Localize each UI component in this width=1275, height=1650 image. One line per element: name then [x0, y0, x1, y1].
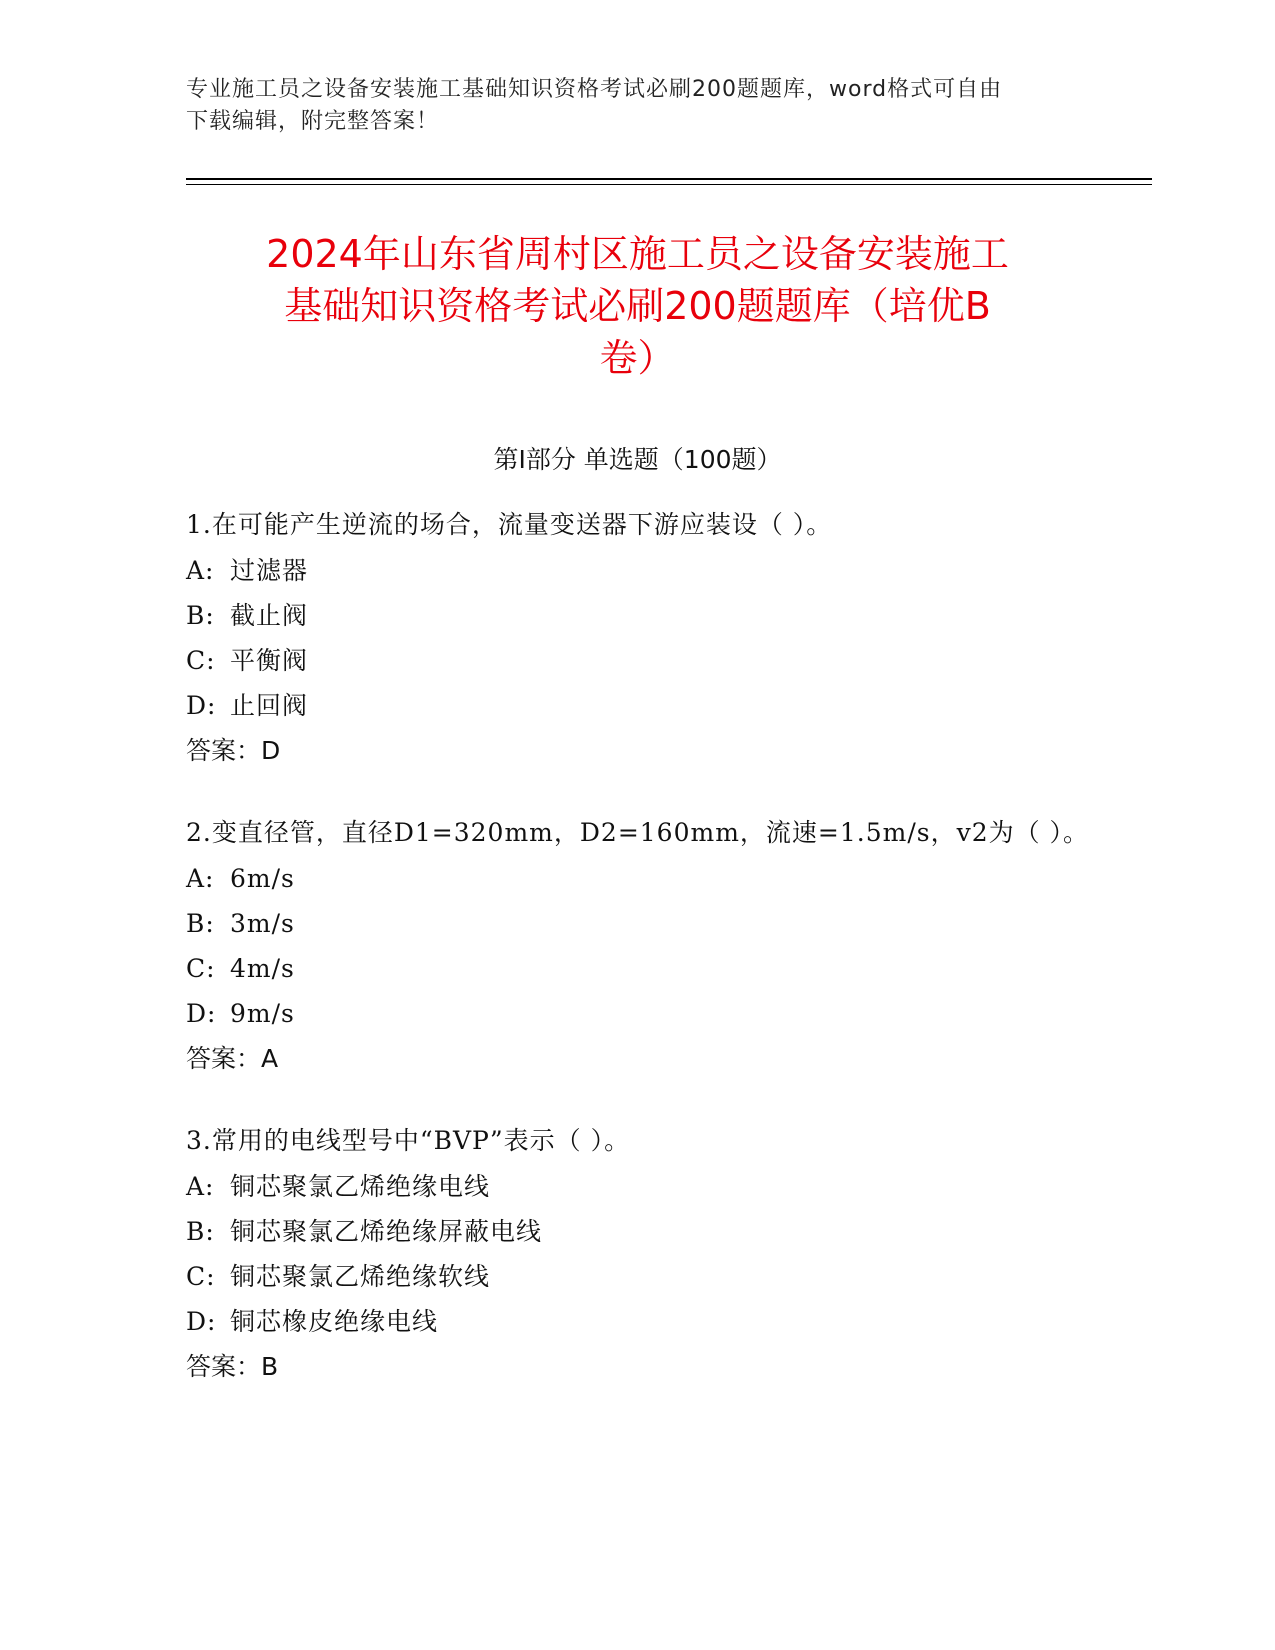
option-d [186, 683, 1086, 728]
option-text: 铜芯聚氯乙烯绝缘电线 [230, 1172, 491, 1201]
question-stem: 2.变直径管，直径D1=320mm，D2=160mm，流速=1.5m/s，v2为（ ）。 [186, 818, 1090, 847]
option-key: C: [186, 1262, 216, 1291]
document-title [170, 228, 1105, 384]
option-text: 铜芯聚氯乙烯绝缘屏蔽电线 [230, 1217, 543, 1246]
option-text: 4m/s [230, 954, 295, 983]
option-key: C: [186, 646, 216, 675]
option-key: A: [186, 556, 215, 585]
answer-label: 答案：A [186, 1044, 279, 1073]
title-line-3: 卷） [599, 336, 676, 380]
option-text: 铜芯聚氯乙烯绝缘软线 [230, 1262, 491, 1291]
title-line-2: 基础知识资格考试必刷200题题库（培优B [284, 284, 991, 328]
option-text: 截止阀 [230, 601, 309, 630]
option-key: B: [186, 909, 215, 938]
option-d [186, 991, 1086, 1036]
title-line-1: 2024年山东省周村区施工员之设备安装施工 [266, 232, 1009, 276]
option-key: B: [186, 1217, 215, 1246]
option-c [186, 638, 1086, 683]
option-b [186, 1209, 1086, 1254]
option-key: C: [186, 954, 216, 983]
question-2 [186, 810, 1090, 1082]
option-key: D: [186, 691, 217, 720]
option-text: 9m/s [230, 999, 295, 1028]
option-c [186, 946, 1086, 991]
question-stem: 1.在可能产生逆流的场合，流量变送器下游应装设（ ）。 [186, 510, 833, 539]
header-note-line-1: 专业施工员之设备安装施工基础知识资格考试必刷200题题库，word格式可自由 [186, 77, 1003, 102]
option-text: 平衡阀 [230, 646, 309, 675]
header-divider-thin [186, 184, 1152, 185]
option-a [186, 1164, 1086, 1209]
header-note-line-2: 下载编辑，附完整答案！ [186, 109, 440, 134]
question-1 [186, 502, 1086, 774]
option-a [186, 856, 1086, 901]
option-text: 过滤器 [230, 556, 309, 585]
option-text: 3m/s [230, 909, 295, 938]
header-divider-thick [186, 178, 1152, 180]
option-b [186, 593, 1086, 638]
option-c [186, 1254, 1086, 1299]
answer-label: 答案：B [186, 1352, 279, 1381]
option-key: B: [186, 601, 215, 630]
question-3 [186, 1118, 1086, 1390]
option-text: 铜芯橡皮绝缘电线 [230, 1307, 439, 1336]
answer-label: 答案：D [186, 736, 281, 765]
question-stem: 3.常用的电线型号中“BVP”表示（ ）。 [186, 1126, 631, 1155]
option-a [186, 548, 1086, 593]
option-key: D: [186, 1307, 217, 1336]
section-heading: 第Ⅰ部分 单选题（100题） [493, 445, 782, 474]
option-text: 6m/s [230, 864, 295, 893]
header-note [186, 74, 1066, 138]
option-text: 止回阀 [230, 691, 309, 720]
option-key: A: [186, 864, 215, 893]
option-b [186, 901, 1086, 946]
option-key: D: [186, 999, 217, 1028]
option-key: A: [186, 1172, 215, 1201]
option-d [186, 1299, 1086, 1344]
